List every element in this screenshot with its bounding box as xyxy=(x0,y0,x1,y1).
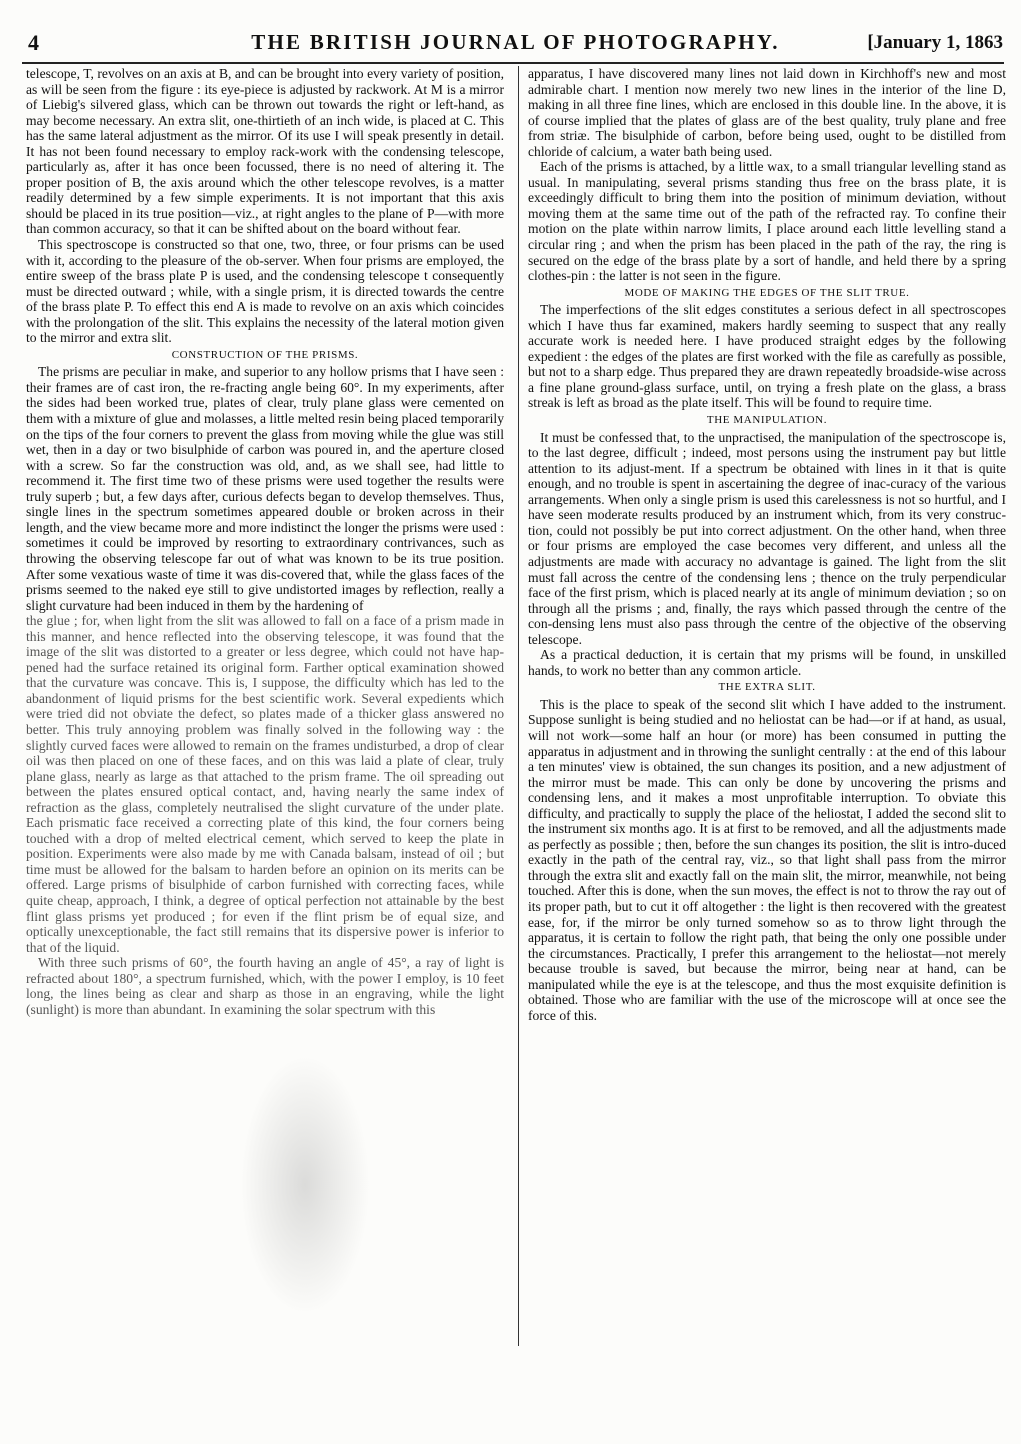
paragraph: The prisms are peculiar in make, and superior to any hollow prisms that I have seen : their frames are of cast iron, the re-fracting angle being 60°. In my experiments, after the sides had been worked true, plates of clear, truly plane glass were cemented on them with a mixture of glue and molasses, a little melted resin being placed temporarily on the tips of the four corners to prevent the glass from moving while the glue was still wet, then in a day or two bisulphide of carbon was poured in, and the aperture closed with a screw. So far the construction was old, and, as we shall see, had little to recommend it. The first time two of these prisms were used together the results were truly superb ; but, a few days after, curious defects began to develop themselves. Thus, single lines in the spectrum sometimes appeared double or broken across in their length, and the view became more and more indistinct the longer the prisms were used : sometimes it could be improved by resorting to extraordinary contrivances, such as throwing the observing telescope far out of what was known to be its true position. After some vexatious waste of time it was dis-covered that, while the glass faces of the prisms seemed to the naked eye still to give undistorted images by reflection, really a slight curvature had been induced in them by the hardening of xyxy=(26,364,504,613)
section-heading: THE EXTRA SLIT. xyxy=(718,681,816,694)
paragraph: apparatus, I have discovered many lines not laid down in Kirchhoff's new and most admirable chart. I mention now merely two new lines in the interior of the line D, making in all three fine lines, which are enclosed in this double line. In the above, it is of course implied that the plates of glass are of the best quality, truly plane and free from striæ. The bisulphide of carbon, before being used, ought to be distilled from chloride of calcium, a water bath being used. xyxy=(528,66,1006,159)
paragraph: It must be confessed that, to the unpractised, the manipulation of the spectroscope is, to the last degree, difficult ; indeed, most persons using the instrument pay but little attention to its adjust-ment. If a spectrum be obtained with lines in it that is quite enough, and no trouble is spent in ascertaining the degree of inac-curacy of the various arrangements. When only a single prism is used this carelessness is not so hurtful, and I have seen moderate results produced by an instrument which, from its very construc-tion, could not possibly be put into correct adjustment. On the other hand, when three or four prisms are employed the case becomes very different, and unless all the adjustments are made with accuracy no advantage is gained. The light from the slit must fall across the centre of the condensing lens ; thence on the truly perpendicular face of the first prism, which is placed nearly at its angle of minimum deviation ; so on through all the prisms ; and, finally, the rays which passed through the centre of the con-densing lens must also pass through the centre of the objective of the observing telescope. xyxy=(528,429,1006,647)
paragraph: As a practical deduction, it is certain that my prisms will be found, in unskilled hands, to work no better than any common article. xyxy=(528,647,1006,678)
section-heading: THE MANIPULATION. xyxy=(706,414,828,427)
section-heading: MODE OF MAKING THE EDGES OF THE SLIT TRUE. xyxy=(624,286,910,299)
paragraph: The imperfections of the slit edges constitutes a serious defect in all spectroscopes which I have thus far examined, makers hardly seeming to suspect that any really accurate work is needed here. I have produced straight edges by the following expedient : the edges of the plates are first worked with the file as carefully as possible, but not to a sharp edge. Thus prepared they are drawn repeatedly broadside-wise across a fine plane ground-glass surface, until, on trying a fresh plate on the glass, a brass streak is left as broad as the plate itself. This will be found to require time. xyxy=(528,302,1006,411)
paragraph: Each of the prisms is attached, by a little wax, to a small triangular levelling stand as usual. In manipulating, several prisms standing thus free on the brass plate, it is exceedingly difficult to bring them into the position of minimum deviation, without moving them at the same time out of the path of the refracted ray. To confine their motion on the plate within narrow limits, I place around each little levelling stand a circular ring ; and when the prism has been placed in the path of the ray, the ring is secured on the edge of the brass plate by a sort of handle, and held there by a spring clothes-pin : the latter is not seen in the figure. xyxy=(528,159,1006,284)
column-divider xyxy=(518,66,519,1346)
left-column xyxy=(26,66,504,1017)
paragraph: With three such prisms of 60°, the fourth having an angle of 45°, a ray of light is refracted about 180°, a spectrum furnished, which, with the power I employ, is 10 feet long, the lines being as clear and sharp as those in an engraving, while the light (sunlight) is more than abundant. In examining the solar spectrum with this xyxy=(26,955,504,1017)
paragraph: telescope, T, revolves on an axis at B, and can be brought into every variety of position, as will be seen from the figure : its eye-piece is adjusted by rackwork. At M is a mirror of Liebig's silvered glass, which can be thrown out towards the right or left-hand, as may become necessary. An extra slit, one-thirtieth of an inch wide, is placed at C. This has the same lateral adjustment as the mirror. Of its use I will speak presently in detail. It has not been found necessary to employ rack-work with the condensing telescope, particularly as, after it has once been focussed, there is no need of altering it. The proper position of B, the axis around which the other telescope revolves, is a matter readily determined by a few simple experiments. It is not important that this axis should be placed in its true position—viz., at right angles to the plane of P—with more than common accuracy, so that it can be shifted about on the board without fear. xyxy=(26,66,504,237)
journal-title: THE BRITISH JOURNAL OF PHOTOGRAPHY. xyxy=(251,30,780,54)
paragraph: This spectroscope is constructed so that one, two, three, or four prisms can be used with it, according to the pleasure of the ob-server. When four prisms are employed, the entire sweep of the brass plate P is used, and the condensing telescope t consequently must be directed outward ; while, with a single prism, it is directed towards the centre of the brass plate P. To effect this end A is made to revolve on an axis which coincides with the prolongation of the slit. This explains the necessity of the lateral motion given to the mirror and extra slit. xyxy=(26,237,504,346)
right-column xyxy=(528,66,1006,1023)
page-header xyxy=(28,30,1003,60)
issue-date: [January 1, 1863 xyxy=(867,32,1003,53)
header-rule xyxy=(22,62,1004,64)
paragraph: the glue ; for, when light from the slit was allowed to fall on a face of a prism made in this manner, and hence reflected into the observing telescope, it was found that the image of the slit was distorted to a greater or less degree, which could not have hap-pened had the surface retained its original form. Farther optical examination showed that the curvature was concave. This is, I suppose, the difficulty which has led to the abandonment of liquid prisms for the best scientific work. Several expedients which were tried did not obviate the defect, so plates made of a thicker glass answered no better. This truly annoying problem was finally solved in the following way : the slightly curved faces were allowed to remain on the frames undisturbed, a drop of clear oil was then placed on one of these faces, and on this was laid a plate of clear, truly plane glass, nearly as large as that attached to the prism frame. The oil spreading out between the plates ensured optical contact, and, having nearly the same index of refraction as the glass, completely neutralised the slight curvature of the under plate. Each prismatic face received a correcting plate of this kind, the four corners being touched with a drop of melted electrical cement, which served to keep the plate in position. Experiments were also made by me with Canada balsam, instead of oil ; but time must be allowed for the balsam to harden before an opinion on its merits can be offered. Large prisms of bisulphide of carbon furnished with correcting faces, while quite cheap, approach, I think, a degree of optical perfection not attainable by the best flint glass prisms yet produced ; for even if the flint prism be of equal size, and optically unexceptionable, the fact still remains that its dispersive power is inferior to that of the liquid. xyxy=(26,613,504,955)
print-stain xyxy=(240,1055,370,1315)
section-heading: CONSTRUCTION OF THE PRISMS. xyxy=(171,348,359,361)
paragraph: This is the place to speak of the second slit which I have added to the instrument. Suppose sunlight is being studied and no heliostat can be had—or if at hand, as usual, will not work—some half an hour (or more) has been consumed in putting the apparatus in adjustment and in throwing the sunlight centrally : at the end of this labour a ten minutes' view is obtained, the sun changes its position, and a new adjustment of the mirror must be made. This can only be done by uncovering the prisms and condensing lens, and it makes a most unprofitable interruption. To obviate this difficulty, and practically to supply the place of the heliostat, I added the second slit to the instrument six months ago. It is at first to be removed, and all the adjustments made as perfectly as possible ; then, before the sun changes its position, the slit is intro-duced exactly in the path of the central ray, viz., so that light shall pass from the mirror through the extra slit and exactly fall on the main slit, the mirror, meanwhile, not being touched. After this is done, when the sun moves, the effect is not to throw the ray out of its proper path, but to cut it off altogether : the light is then recovered with the greatest ease, for, if the mirror be only turned somehow so as to throw light through the apparatus, it is certain to follow the right path, that being the only one possible under the circumstances. Practically, I prefer this arrangement to the heliostat—not merely because trouble is saved, but because the mirror, being near at hand, can be manipulated while the eye is at the telescope, and thus the most exquisite definition is obtained. Those who are familiar with the use of the microscope will at once see the force of this. xyxy=(528,696,1006,1023)
page-number: 4 xyxy=(28,30,39,55)
